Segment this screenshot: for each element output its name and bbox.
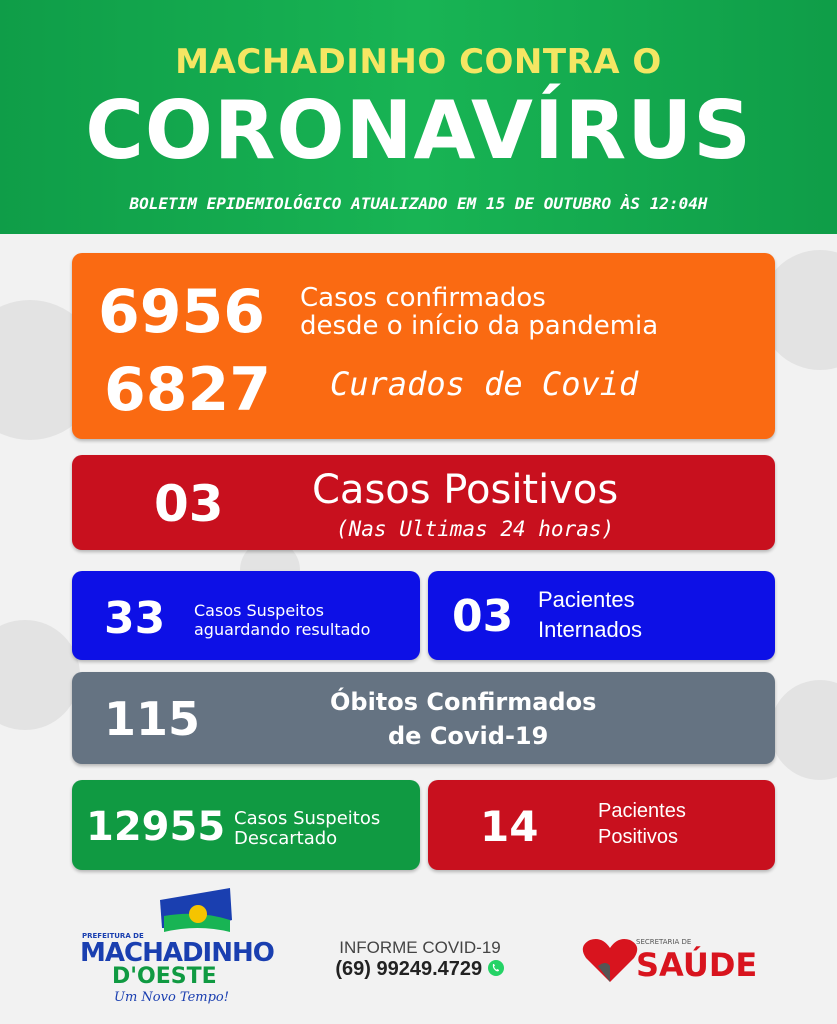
phone-row (320, 958, 520, 981)
cured-value: 6827 (104, 355, 271, 425)
discarded-label-line1: Casos Suspeitos (234, 808, 381, 829)
suspect-label-line1: Casos Suspeitos (194, 601, 324, 620)
positive-patients-card (428, 780, 775, 870)
virus-decoration (770, 680, 837, 780)
whatsapp-icon (487, 959, 505, 977)
deaths-card (72, 672, 775, 764)
sun-icon (189, 905, 207, 923)
positive-value: 03 (154, 475, 224, 533)
suspect-value: 33 (104, 593, 166, 644)
saude-small-text: SECRETARIA DE (636, 938, 692, 946)
confirmed-label-line1: Casos confirmados (300, 283, 546, 313)
hospitalized-card (428, 571, 775, 660)
logo-slogan: Um Novo Tempo! (114, 990, 229, 1005)
bulletin-subtitle: BOLETIM EPIDEMIOLÓGICO ATUALIZADO EM 15 DE OUTUBRO ÀS 12:04H (129, 194, 708, 213)
deaths-label-line1: Óbitos Confirmados (330, 688, 597, 716)
positive-cases-card (72, 455, 775, 550)
header-title: CORONAVÍRUS (85, 84, 752, 177)
informe-label: INFORME COVID-19 (339, 938, 501, 957)
header-line1: MACHADINHO CONTRA O (175, 42, 662, 82)
phone-number[interactable]: (69) 99249.4729 (335, 958, 483, 980)
logo-small-text: PREFEITURA DE (82, 932, 144, 940)
suspect-label-line2: aguardando resultado (194, 620, 371, 639)
informe-block (320, 938, 520, 981)
positive-label: Casos Positivos (312, 467, 619, 513)
positive-patients-line2: Positivos (598, 826, 679, 848)
discarded-value: 12955 (86, 804, 226, 850)
virus-decoration (0, 620, 80, 730)
header-banner (0, 0, 837, 234)
logo-line2: D'OESTE (112, 964, 217, 989)
deaths-label-line2: de Covid-19 (388, 722, 549, 750)
suspect-cases-card (72, 571, 420, 660)
confirmed-cured-card (72, 253, 775, 439)
confirmed-value: 6956 (98, 277, 265, 347)
confirmed-label-line2: desde o início da pandemia (300, 311, 659, 341)
cured-label: Curados de Covid (330, 365, 639, 403)
positive-sub: (Nas Ultimas 24 horas) (336, 517, 615, 541)
discarded-card (72, 780, 420, 870)
deaths-value: 115 (104, 692, 201, 746)
hospitalized-label-line2: Internados (538, 617, 642, 642)
heart-icon (580, 936, 640, 986)
positive-patients-value: 14 (480, 802, 539, 851)
hospitalized-label-line1: Pacientes (538, 587, 635, 612)
discarded-label-line2: Descartado (234, 828, 338, 849)
saude-label: SAÚDE (636, 946, 758, 984)
logo-line1: MACHADINHO (80, 938, 274, 968)
municipality-logo (80, 880, 274, 1010)
hospitalized-value: 03 (452, 591, 514, 642)
health-secretariat-logo (580, 930, 780, 990)
positive-patients-line1: Pacientes (598, 800, 686, 822)
